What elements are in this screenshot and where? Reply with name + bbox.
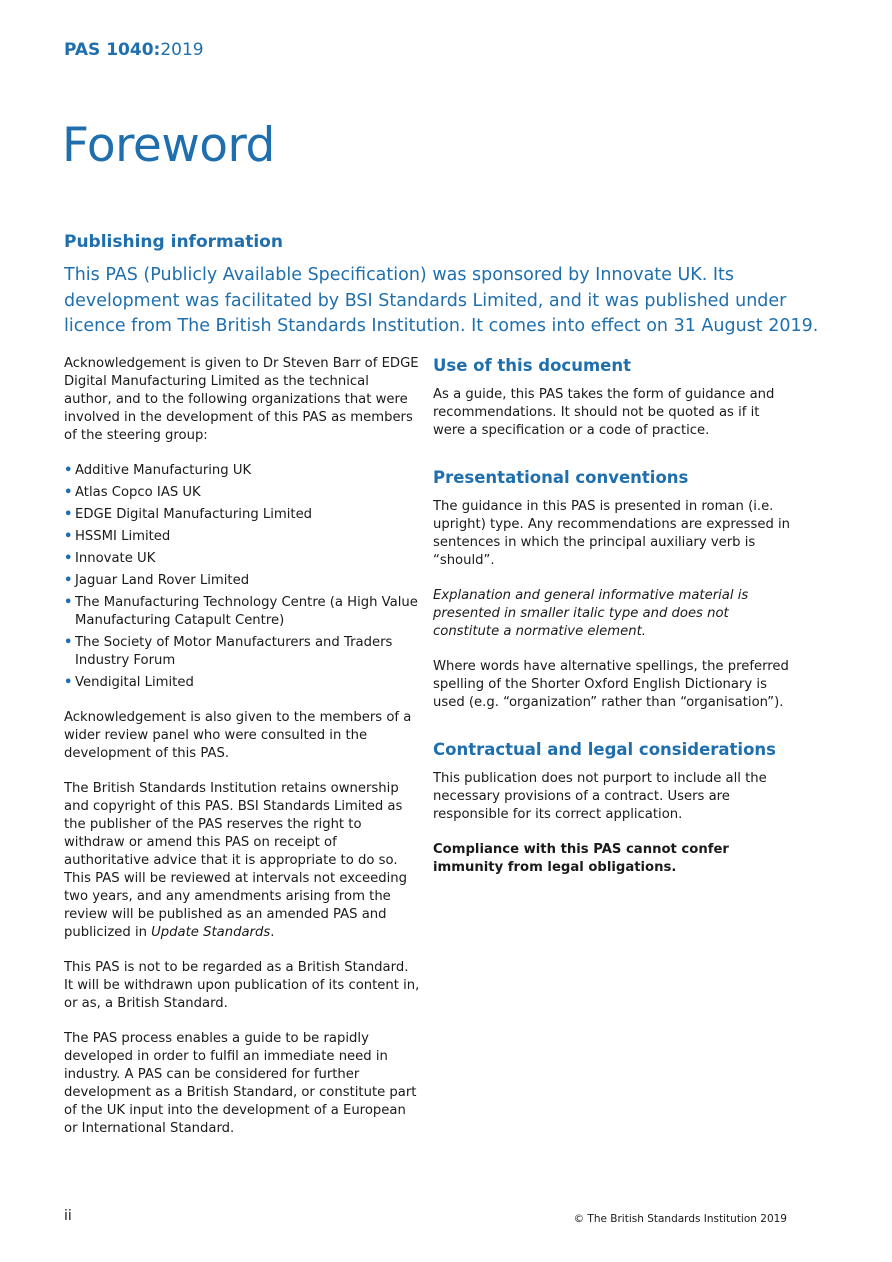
standard-year: 2019 <box>160 40 204 60</box>
bullet-icon: • <box>64 551 73 566</box>
review-panel-text: Acknowledgement is also given to the members of a wider review panel who were consulted in the development of this PAS. <box>64 710 412 761</box>
publishing-intro: This PAS (Publicly Available Specification) was sponsored by Innovate UK. Its development was facilitated by BSI Standards Limited, and it was published under licence from The British Standards Institution. It comes into effect on 31 August 2019. <box>64 265 819 336</box>
copyright-notice: © The British Standards Institution 2019 <box>573 1213 787 1225</box>
right-column <box>433 355 793 904</box>
bullet-icon: • <box>64 507 73 522</box>
pas-process-text: The PAS process enables a guide to be rapidly developed in order to fulfil an immediate need in industry. A PAS can be considered for further development as a British Standard, or constitute part of the UK input into the development of a European or International Standard. <box>64 1031 417 1136</box>
conventions-roman-text: The guidance in this PAS is presented in roman (i.e. upright) type. Any recommendations are expressed in sentences in which the principal auxiliary verb is “should”. <box>433 499 791 568</box>
acknowledgement-text: Acknowledgement is given to Dr Steven Barr of EDGE Digital Manufacturing Limited as the technical author, and to the following organizations that were involved in the development of this PAS as members of the steering group: <box>64 356 419 443</box>
bullet-icon: • <box>64 595 73 610</box>
page-title: Foreword <box>62 118 275 173</box>
list-item: • Vendigital Limited <box>64 675 194 690</box>
not-british-standard-text: This PAS is not to be regarded as a British Standard. It will be withdrawn upon publication of its content in, or as, a British Standard. <box>64 960 420 1011</box>
publishing-heading: Publishing information <box>64 232 283 252</box>
conventions-italic-text: Explanation and general informative material is presented in smaller italic type and does not constitute a normative element. <box>433 588 749 639</box>
list-item: • The Society of Motor Manufacturers and Traders Industry Forum <box>64 635 393 668</box>
conventions-section <box>433 467 793 712</box>
page-number: ii <box>64 1208 72 1224</box>
bullet-icon: • <box>64 573 73 588</box>
list-item: • Additive Manufacturing UK <box>64 463 252 478</box>
use-text: As a guide, this PAS takes the form of guidance and recommendations. It should not be quoted as if it were a specification or a code of practice. <box>433 387 775 438</box>
list-item: • Innovate UK <box>64 551 156 566</box>
use-section <box>433 355 793 440</box>
bullet-icon: • <box>64 635 73 650</box>
conventions-spelling-text: Where words have alternative spellings, the preferred spelling of the Shorter Oxford English Dictionary is used (e.g. “organization” rather than “organisation”). <box>433 659 789 710</box>
bullet-icon: • <box>64 529 73 544</box>
steering-group-list <box>64 462 420 692</box>
left-column <box>64 355 420 1155</box>
list-item: • The Manufacturing Technology Centre (a High Value Manufacturing Catapult Centre) <box>64 595 418 628</box>
compliance-text: Compliance with this PAS cannot confer immunity from legal obligations. <box>433 842 729 875</box>
ownership-text: The British Standards Institution retains ownership and copyright of this PAS. BSI Standards Limited as the publisher of the PAS reserves the right to withdraw or amend this PAS on receipt of authoritative advice that it is appropriate to do so. This PAS will be reviewed at intervals not exceeding two years, and any amendments arising from the review will be published as an amended PAS and publicized in Update Standards. <box>64 781 408 940</box>
running-header <box>64 40 204 60</box>
conventions-heading: Presentational conventions <box>433 468 689 487</box>
legal-heading: Contractual and legal considerations <box>433 740 776 759</box>
bullet-icon: • <box>64 485 73 500</box>
bullet-icon: • <box>64 675 73 690</box>
legal-text: This publication does not purport to include all the necessary provisions of a contract. Users are responsible for its correct application. <box>433 771 767 822</box>
list-item: • EDGE Digital Manufacturing Limited <box>64 507 313 522</box>
list-item: • HSSMI Limited <box>64 529 171 544</box>
use-heading: Use of this document <box>433 356 631 375</box>
list-item: • Atlas Copco IAS UK <box>64 485 201 500</box>
legal-section <box>433 739 793 877</box>
bullet-icon: • <box>64 463 73 478</box>
standard-code: PAS 1040: <box>64 40 161 60</box>
list-item: • Jaguar Land Rover Limited <box>64 573 250 588</box>
update-standards-title: Update Standards <box>151 925 271 940</box>
